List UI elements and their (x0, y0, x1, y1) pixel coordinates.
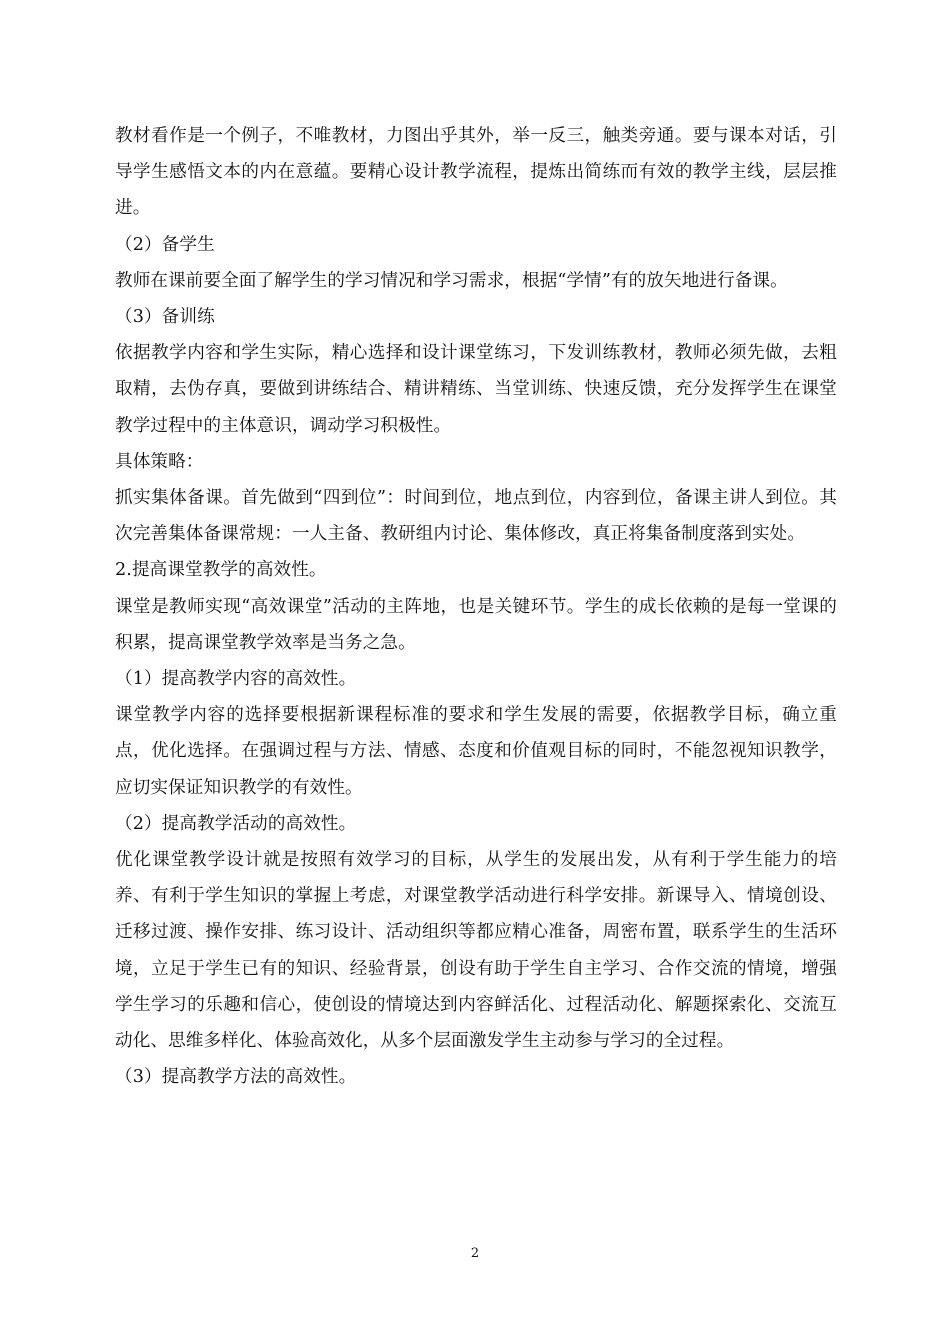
body-text (115, 118, 837, 1095)
paragraph-prepare-students: 教师在课前要全面了解学生的学习情况和学习需求，根据“学情”有的放矢地进行备课。 (115, 270, 788, 291)
paragraph-prepare-training: 依据教学内容和学生实际，精心选择和设计课堂练习，下发训练教材，教师必须先做，去粗取精，去伪存真，要做到讲练结合、精讲精练、当堂训练、快速反馈，充分发挥学生在课堂教学过程中的主体意识，调动学习积极性。 (115, 343, 837, 436)
heading-prepare-training: （3）备训练 (115, 307, 215, 328)
paragraph-classroom-efficiency: 课堂是教师实现“高效课堂”活动的主阵地，也是关键环节。学生的成长依赖的是每一堂课的积累，提高课堂教学效率是当务之急。 (115, 596, 837, 653)
heading-activity-efficiency: （2）提高教学活动的高效性。 (115, 813, 357, 834)
page-number: 2 (470, 1246, 480, 1261)
heading-content-efficiency: （1）提高教学内容的高效性。 (115, 669, 357, 690)
heading-classroom-efficiency: 2.提高课堂教学的高效性。 (115, 560, 327, 581)
paragraph-1: 教材看作是一个例子，不唯教材，力图出乎其外，举一反三，触类旁通。要与课本对话，引导学生感悟文本的内在意蕴。要精心设计教学流程，提炼出简练而有效的教学主线，层层推进。 (115, 126, 837, 219)
heading-prepare-students: （2）备学生 (115, 234, 215, 255)
paragraph-strategies: 抓实集体备课。首先做到“四到位”：时间到位，地点到位，内容到位，备课主讲人到位。其次完善集体备课常规：一人主备、教研组内讨论、集体修改，真正将集备制度落到实处。 (115, 488, 837, 545)
heading-strategies: 具体策略： (115, 451, 204, 472)
paragraph-activity-efficiency: 优化课堂教学设计就是按照有效学习的目标，从学生的发展出发，从有利于学生能力的培养、有利于学生知识的掌握上考虑，对课堂教学活动进行科学安排。新课导入、情境创设、迁移过渡、操作安排、练习设计、活动组织等都应精心准备，周密布置，联系学生的生活环境，立足于学生已有的知识、经验背景，创设有助于学生自主学习、合作交流的情境，增强学生学习的乐趣和信心，使创设的情境达到内容鲜活化、过程活动化、解题探索化、交流互动化、思维多样化、体验高效化，从多个层面激发学生主动参与学习的全过程。 (115, 850, 837, 1052)
heading-method-efficiency: （3）提高教学方法的高效性。 (115, 1067, 357, 1088)
paragraph-content-efficiency: 课堂教学内容的选择要根据新课程标准的要求和学生发展的需要，依据教学目标，确立重点，优化选择。在强调过程与方法、情感、态度和价值观目标的同时，不能忽视知识教学，应切实保证知识教学的有效性。 (115, 705, 837, 798)
